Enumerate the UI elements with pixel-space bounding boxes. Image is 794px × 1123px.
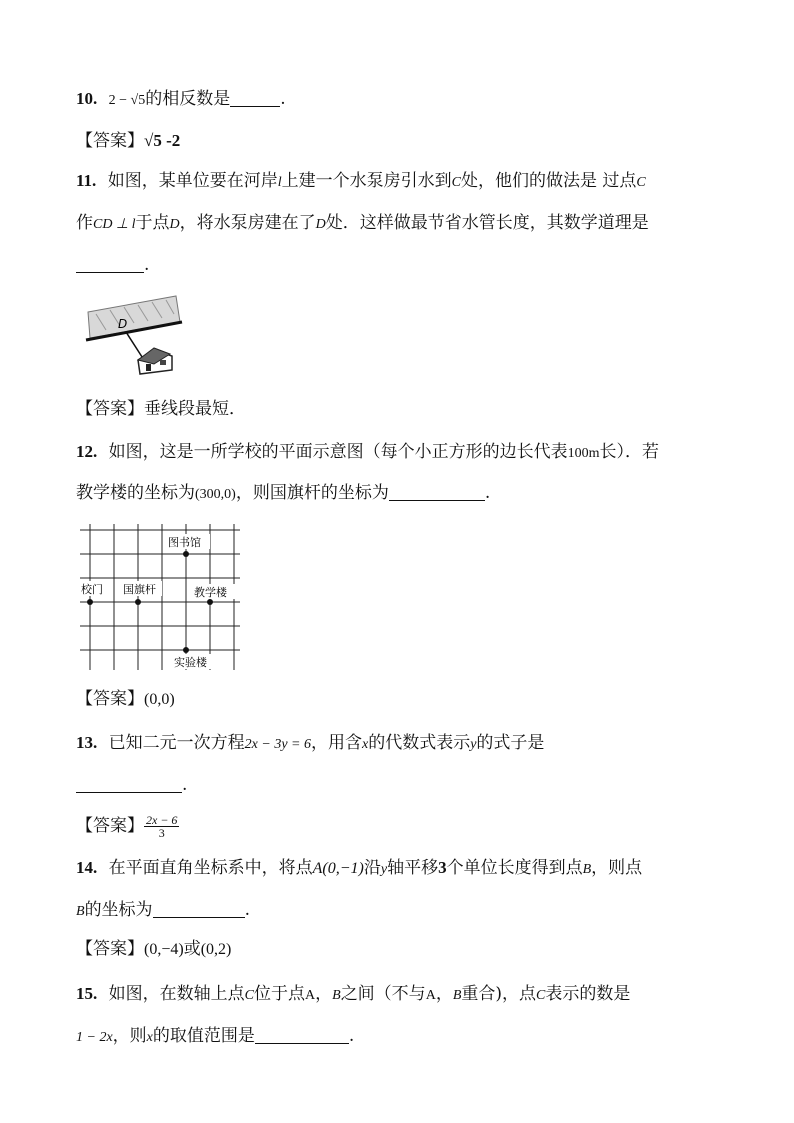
figure-label-d: D (118, 317, 128, 331)
q11-number: 11. (76, 171, 97, 190)
river-pump-figure (84, 292, 184, 382)
q13-text-b: ，用含 (310, 733, 362, 753)
q10-number: 10. (76, 89, 98, 108)
q13-end: . (182, 775, 188, 795)
q15-text-c: 之间（不与 (340, 984, 426, 1004)
q10-answer-blank[interactable] (230, 90, 280, 107)
q14-answer-or: 或 (183, 939, 201, 959)
q12-text-a: 如图，这是一所学校的平面示意图（每个小正方形的边长代表 (108, 442, 568, 462)
answer-label: 【答案】 (76, 689, 144, 709)
q14-question-line1 (76, 857, 642, 881)
q12-text-d: ，则国旗杆的坐标为 (235, 483, 389, 503)
q11-answer-blank[interactable] (76, 256, 144, 273)
pump-house-icon (138, 348, 172, 374)
q14-var-b-2: B (76, 904, 85, 919)
q10-expression: 2 − √5 (108, 93, 146, 108)
answer-label: 【答案】 (76, 939, 144, 959)
q11-question-line2 (76, 212, 649, 236)
q13-answer-blank[interactable] (76, 776, 182, 793)
q11-text-a: 如图，某单位要在河岸 (107, 171, 278, 191)
q14-three: 3 (438, 858, 447, 877)
q13-var-y: y (470, 737, 477, 752)
q15-text-a: 如图，在数轴上点 (108, 984, 245, 1004)
q15-var-a-2: A (425, 988, 436, 1003)
school-grid-figure (80, 524, 240, 670)
q14-answer-b: (0,2) (200, 941, 232, 958)
label-lab: 实验楼 (174, 656, 207, 669)
gate-point (87, 599, 93, 605)
flagpole-point (135, 599, 141, 605)
q10-answer (76, 130, 180, 152)
q14-text-f: 的坐标为 (84, 900, 153, 920)
q15-sep: ， (315, 984, 333, 1004)
q11-end: . (144, 255, 150, 275)
q15-text-g: 的取值范围是 (152, 1026, 255, 1046)
q14-var-y: y (380, 862, 388, 877)
q15-sep-2: ， (435, 984, 453, 1004)
q15-number: 15. (76, 984, 98, 1003)
q12-coord: (300,0) (195, 487, 236, 502)
q12-answer-blank[interactable] (389, 484, 485, 501)
q14-answer (76, 938, 231, 961)
q15-answer-blank[interactable] (255, 1027, 349, 1044)
q14-end: . (244, 900, 250, 920)
q14-answer-blank[interactable] (153, 901, 245, 918)
q11-var-d-2: D (315, 217, 326, 232)
answer-label: 【答案】 (76, 816, 144, 836)
label-library: 图书馆 (168, 536, 201, 549)
q13-text-d: 的式子是 (476, 733, 545, 753)
q13-number: 13. (76, 733, 98, 752)
q12-unit: 100m (567, 446, 600, 461)
label-flagpole: 国旗杆 (123, 583, 156, 596)
q15-question-line1 (76, 983, 630, 1007)
q11-text-e: 于点 (135, 213, 170, 233)
q14-number: 14. (76, 858, 98, 877)
q10-end: . (280, 89, 286, 109)
q11-question-line1 (76, 170, 646, 194)
q13-var-x: x (361, 737, 369, 752)
q15-text-b: 位于点 (254, 984, 305, 1004)
q14-text-d: 个单位长度得到点 (446, 858, 583, 878)
q14-text-a: 在平面直角坐标系中，将点 (108, 858, 313, 878)
q12-answer-value: (0,0) (144, 691, 175, 708)
q11-text-g: 处．这样做最节省水管长度，其数学道理是 (325, 213, 649, 233)
library-point (183, 551, 189, 557)
q15-var-b: B (332, 988, 341, 1003)
q11-answer-value: 垂线段最短． (144, 399, 246, 419)
q15-text-e: 表示的数是 (545, 984, 631, 1004)
q11-var-c-2: C (636, 175, 646, 190)
q11-var-d: D (169, 217, 180, 232)
q11-answer (76, 398, 246, 420)
q14-question-line2 (76, 899, 250, 923)
fraction-numerator: 2x − 6 (146, 812, 178, 827)
q15-var-c-2: C (536, 988, 546, 1003)
q11-question-line3 (76, 254, 149, 276)
q12-end: . (484, 483, 491, 503)
q11-var-c: C (451, 175, 461, 190)
q13-text-a: 已知二元一次方程 (108, 733, 245, 753)
label-teaching: 教学楼 (194, 586, 227, 599)
q11-text-b: 上建一个水泵房引水到 (281, 171, 452, 191)
q12-number: 12. (76, 442, 98, 461)
q14-answer-a: (0,−4) (144, 941, 184, 958)
q10-text: 的相反数是 (145, 89, 231, 109)
label-gate: 校门 (81, 583, 103, 596)
q15-var-b-2: B (452, 988, 462, 1003)
q10-question (76, 88, 286, 112)
q13-answer-fraction (144, 814, 179, 839)
q12-question-line1 (76, 441, 659, 465)
q15-text-d: 重合)，点 (461, 984, 537, 1004)
q11-text-c: 处，他们的做法是 过点 (460, 171, 637, 191)
q13-answer (76, 812, 179, 840)
q15-question-line2 (76, 1025, 354, 1049)
q12-text-c: 教学楼的坐标为 (76, 483, 195, 503)
q14-text-e: ，则点 (591, 858, 643, 878)
q14-text-c: 轴平移 (387, 858, 439, 878)
q11-perp-expr: CD ⊥ l (93, 217, 136, 232)
q11-var-l: l (277, 175, 282, 190)
q10-answer-value: √5 -2 (144, 131, 181, 150)
q15-var-a: A (305, 988, 316, 1003)
q13-equation: 2x − 3y = 6 (244, 737, 311, 752)
q12-answer (76, 688, 175, 711)
q15-text-f: ，则 (112, 1026, 147, 1046)
q14-text-b: 沿 (363, 858, 381, 878)
q12-question-line2 (76, 482, 490, 506)
teaching-building-point (207, 599, 213, 605)
q14-point-a: A(0,−1) (312, 860, 364, 877)
q15-end: . (348, 1026, 355, 1046)
q15-var-c: C (244, 988, 254, 1003)
q13-question-line2 (76, 774, 187, 796)
answer-label: 【答案】 (76, 399, 144, 419)
q13-text-c: 的代数式表示 (368, 733, 471, 753)
pipe-line (126, 332, 144, 360)
q15-expression: 1 − 2x (76, 1030, 113, 1045)
q13-question-line1 (76, 732, 544, 756)
q11-text-d: 作 (76, 213, 93, 233)
q12-text-b: 长）．若 (599, 442, 660, 462)
q15-var-x: x (146, 1030, 153, 1045)
answer-label: 【答案】 (76, 131, 144, 151)
q11-text-f: ，将水泵房建在了 (179, 213, 316, 233)
q14-var-b: B (582, 862, 592, 877)
lab-point (183, 647, 189, 653)
fraction-denominator: 3 (158, 825, 165, 840)
